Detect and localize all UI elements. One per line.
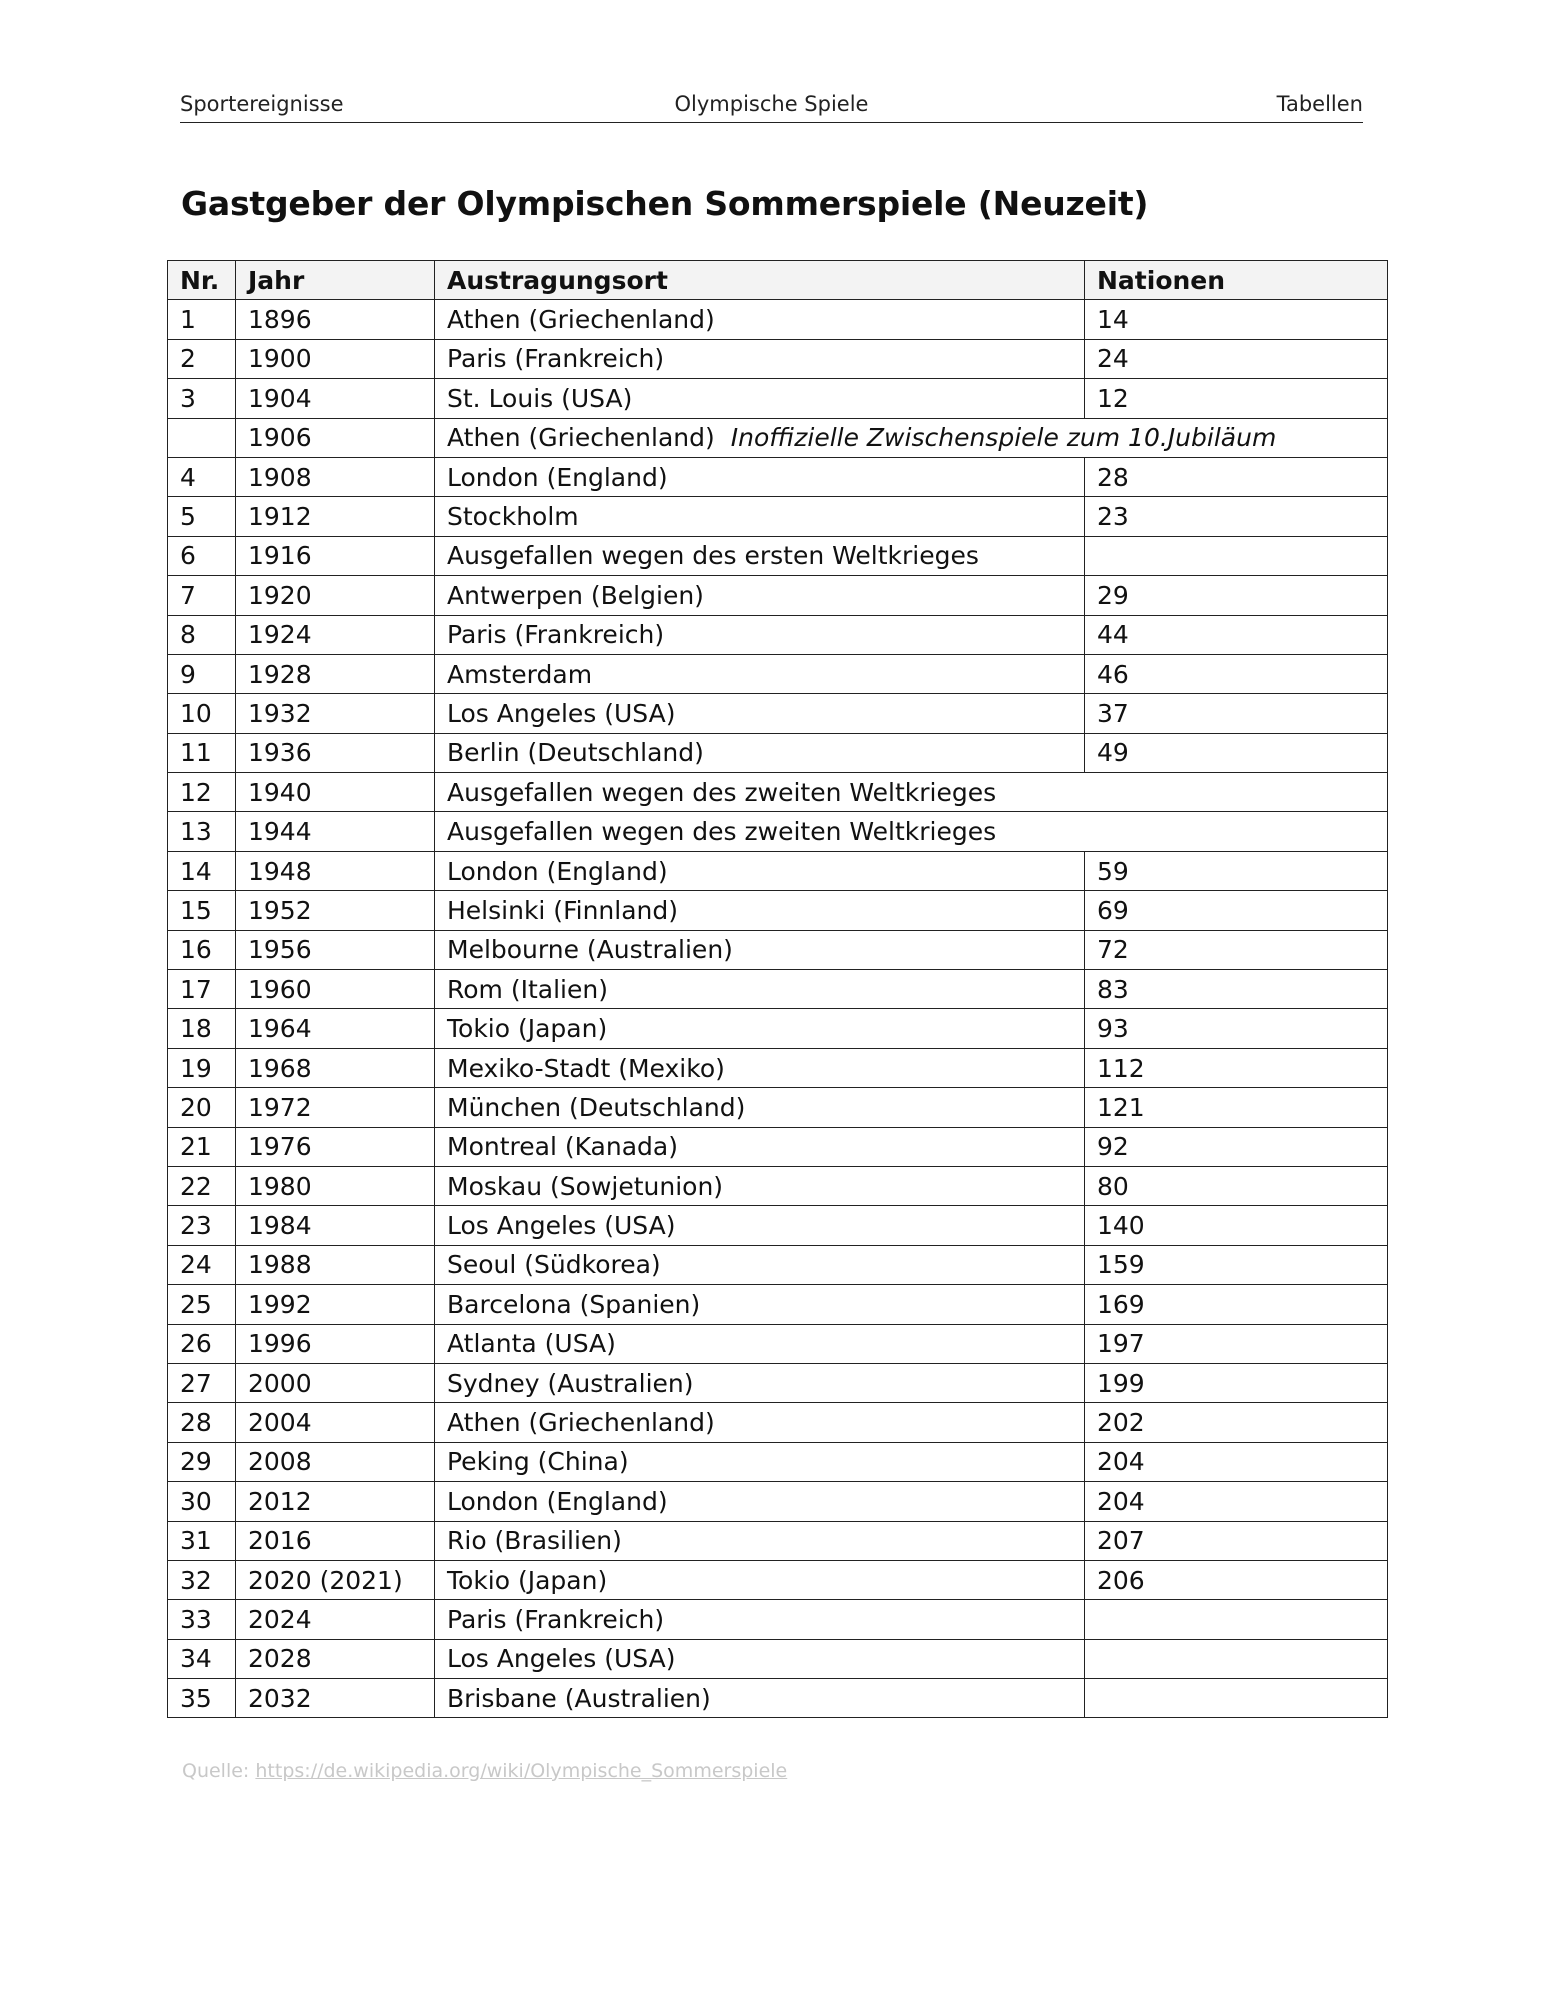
column-header-jahr: Jahr <box>236 261 435 300</box>
table-row <box>168 418 1388 457</box>
cell-nationen: 207 <box>1085 1521 1388 1560</box>
cell-jahr: 2000 <box>236 1363 435 1402</box>
cell-ort: Seoul (Südkorea) <box>435 1245 1085 1284</box>
cell-nr: 8 <box>168 615 236 654</box>
cell-nationen: 197 <box>1085 1324 1388 1363</box>
table-row <box>168 1285 1388 1324</box>
cell-ort <box>435 418 1388 457</box>
cell-jahr: 1976 <box>236 1127 435 1166</box>
cell-jahr: 1980 <box>236 1166 435 1205</box>
cell-ort: Mexiko-Stadt (Mexiko) <box>435 1048 1085 1087</box>
cell-nr: 7 <box>168 576 236 615</box>
cell-nr: 6 <box>168 536 236 575</box>
cell-nationen: 46 <box>1085 654 1388 693</box>
table-row <box>168 615 1388 654</box>
table-row <box>168 1521 1388 1560</box>
cell-nr: 35 <box>168 1679 236 1718</box>
cell-ort: Berlin (Deutschland) <box>435 733 1085 772</box>
cell-jahr: 1992 <box>236 1285 435 1324</box>
cell-nr: 27 <box>168 1363 236 1402</box>
cell-ort: Antwerpen (Belgien) <box>435 576 1085 615</box>
table-row <box>168 1206 1388 1245</box>
table-row <box>168 1639 1388 1678</box>
table-row <box>168 497 1388 536</box>
table-row <box>168 1009 1388 1048</box>
header-center: Olympische Spiele <box>674 92 869 116</box>
cell-ort: London (England) <box>435 457 1085 496</box>
cell-jahr: 1924 <box>236 615 435 654</box>
cell-nr: 34 <box>168 1639 236 1678</box>
cell-nationen: 29 <box>1085 576 1388 615</box>
cell-jahr: 1920 <box>236 576 435 615</box>
cell-nationen: 28 <box>1085 457 1388 496</box>
cell-nr: 33 <box>168 1600 236 1639</box>
table-row <box>168 733 1388 772</box>
cell-jahr: 1996 <box>236 1324 435 1363</box>
cell-nr: 1 <box>168 300 236 339</box>
table-row <box>168 1166 1388 1205</box>
cell-ort: Brisbane (Australien) <box>435 1679 1085 1718</box>
cell-nationen: 202 <box>1085 1403 1388 1442</box>
table-row <box>168 1560 1388 1599</box>
cell-nr: 10 <box>168 694 236 733</box>
cell-jahr: 1912 <box>236 497 435 536</box>
cell-ort: Atlanta (USA) <box>435 1324 1085 1363</box>
table-row <box>168 457 1388 496</box>
cell-jahr: 1916 <box>236 536 435 575</box>
cell-nationen: 80 <box>1085 1166 1388 1205</box>
cell-nr: 23 <box>168 1206 236 1245</box>
cell-nr: 22 <box>168 1166 236 1205</box>
cell-nr: 15 <box>168 891 236 930</box>
cell-ort: Athen (Griechenland) <box>435 1403 1085 1442</box>
cell-ort: Sydney (Australien) <box>435 1363 1085 1402</box>
cell-jahr: 2032 <box>236 1679 435 1718</box>
cell-jahr: 2012 <box>236 1482 435 1521</box>
cell-nr: 18 <box>168 1009 236 1048</box>
cell-nr: 12 <box>168 773 236 812</box>
page-title: Gastgeber der Olympischen Sommerspiele (Neuzeit) <box>181 184 1149 223</box>
cell-jahr: 1896 <box>236 300 435 339</box>
cell-nationen: 24 <box>1085 339 1388 378</box>
cell-nr: 28 <box>168 1403 236 1442</box>
table-row <box>168 536 1388 575</box>
cell-ort-text: Ausgefallen wegen des zweiten Weltkrieges <box>447 777 997 807</box>
cell-jahr: 1964 <box>236 1009 435 1048</box>
cell-jahr: 1940 <box>236 773 435 812</box>
cell-jahr: 1948 <box>236 851 435 890</box>
cell-nr: 9 <box>168 654 236 693</box>
cell-nationen: 92 <box>1085 1127 1388 1166</box>
cell-nr: 31 <box>168 1521 236 1560</box>
cell-nationen: 59 <box>1085 851 1388 890</box>
cell-nationen: 49 <box>1085 733 1388 772</box>
cell-ort: Barcelona (Spanien) <box>435 1285 1085 1324</box>
cell-ort-text: Ausgefallen wegen des zweiten Weltkrieges <box>447 817 997 847</box>
cell-nr: 19 <box>168 1048 236 1087</box>
cell-nr: 29 <box>168 1442 236 1481</box>
cell-jahr: 2016 <box>236 1521 435 1560</box>
cell-nationen <box>1085 1639 1388 1678</box>
cell-nationen: 72 <box>1085 930 1388 969</box>
cell-nationen: 204 <box>1085 1482 1388 1521</box>
cell-jahr: 1936 <box>236 733 435 772</box>
cell-nr: 14 <box>168 851 236 890</box>
cell-nationen: 83 <box>1085 970 1388 1009</box>
hosts-table <box>167 260 1388 1718</box>
cell-ort: Rio (Brasilien) <box>435 1521 1085 1560</box>
source-link[interactable]: https://de.wikipedia.org/wiki/Olympische_Sommerspiele <box>255 1760 788 1782</box>
cell-ort: St. Louis (USA) <box>435 379 1085 418</box>
cell-ort: Los Angeles (USA) <box>435 1639 1085 1678</box>
cell-nr: 24 <box>168 1245 236 1284</box>
cell-nr <box>168 418 236 457</box>
table-row <box>168 339 1388 378</box>
table-row <box>168 1482 1388 1521</box>
table-row <box>168 1403 1388 1442</box>
column-header-nr: Nr. <box>168 261 236 300</box>
table-row <box>168 891 1388 930</box>
cell-nationen <box>1085 1600 1388 1639</box>
cell-nr: 2 <box>168 339 236 378</box>
cell-ort: Tokio (Japan) <box>435 1560 1085 1599</box>
table-row <box>168 1679 1388 1718</box>
cell-nr: 25 <box>168 1285 236 1324</box>
table-row <box>168 379 1388 418</box>
table-row <box>168 1127 1388 1166</box>
cell-nationen: 12 <box>1085 379 1388 418</box>
column-header-nationen: Nationen <box>1085 261 1388 300</box>
table-row <box>168 812 1388 851</box>
table-row <box>168 1245 1388 1284</box>
cell-jahr: 2028 <box>236 1639 435 1678</box>
cell-ort: Rom (Italien) <box>435 970 1085 1009</box>
table-row <box>168 1442 1388 1481</box>
cell-ort <box>435 812 1388 851</box>
cell-ort: Stockholm <box>435 497 1085 536</box>
cell-ort: Melbourne (Australien) <box>435 930 1085 969</box>
cell-ort-text: Athen (Griechenland) <box>447 423 715 453</box>
table-row <box>168 1324 1388 1363</box>
cell-jahr: 1988 <box>236 1245 435 1284</box>
cell-jahr: 1932 <box>236 694 435 733</box>
cell-ort: Athen (Griechenland) <box>435 300 1085 339</box>
table-row <box>168 851 1388 890</box>
cell-ort: Moskau (Sowjetunion) <box>435 1166 1085 1205</box>
cell-ort: Montreal (Kanada) <box>435 1127 1085 1166</box>
cell-jahr: 1960 <box>236 970 435 1009</box>
cell-nationen: 23 <box>1085 497 1388 536</box>
cell-nationen: 93 <box>1085 1009 1388 1048</box>
header-left: Sportereignisse <box>180 92 344 116</box>
cell-jahr: 2008 <box>236 1442 435 1481</box>
cell-nr: 26 <box>168 1324 236 1363</box>
cell-nationen: 37 <box>1085 694 1388 733</box>
cell-jahr: 1956 <box>236 930 435 969</box>
cell-ort: München (Deutschland) <box>435 1088 1085 1127</box>
cell-jahr: 2004 <box>236 1403 435 1442</box>
cell-ort: Los Angeles (USA) <box>435 694 1085 733</box>
cell-nr: 4 <box>168 457 236 496</box>
cell-jahr: 1952 <box>236 891 435 930</box>
cell-nr: 5 <box>168 497 236 536</box>
cell-ort: London (England) <box>435 851 1085 890</box>
cell-nr: 3 <box>168 379 236 418</box>
table-row <box>168 576 1388 615</box>
cell-ort <box>435 773 1388 812</box>
cell-ort: London (England) <box>435 1482 1085 1521</box>
cell-ort: Los Angeles (USA) <box>435 1206 1085 1245</box>
page-header <box>180 90 1363 123</box>
cell-nr: 21 <box>168 1127 236 1166</box>
cell-nationen: 112 <box>1085 1048 1388 1087</box>
cell-ort: Tokio (Japan) <box>435 1009 1085 1048</box>
table-row <box>168 300 1388 339</box>
cell-ort: Ausgefallen wegen des ersten Weltkrieges <box>435 536 1085 575</box>
cell-ort: Peking (China) <box>435 1442 1085 1481</box>
cell-nationen <box>1085 1679 1388 1718</box>
cell-jahr: 1968 <box>236 1048 435 1087</box>
table-row <box>168 1600 1388 1639</box>
cell-ort: Amsterdam <box>435 654 1085 693</box>
table-row <box>168 654 1388 693</box>
cell-ort: Paris (Frankreich) <box>435 1600 1085 1639</box>
table-row <box>168 970 1388 1009</box>
cell-ort: Helsinki (Finnland) <box>435 891 1085 930</box>
cell-nr: 16 <box>168 930 236 969</box>
cell-note: Inoffizielle Zwischenspiele zum 10.Jubiläum <box>730 423 1277 453</box>
source-note <box>182 1760 787 1782</box>
column-header-ort: Austragungsort <box>435 261 1085 300</box>
cell-jahr: 1904 <box>236 379 435 418</box>
cell-nationen: 204 <box>1085 1442 1388 1481</box>
table-header-row <box>168 261 1388 300</box>
header-right: Tabellen <box>1276 92 1363 116</box>
cell-nationen: 69 <box>1085 891 1388 930</box>
cell-nr: 20 <box>168 1088 236 1127</box>
table-row <box>168 930 1388 969</box>
cell-jahr: 2024 <box>236 1600 435 1639</box>
cell-ort: Paris (Frankreich) <box>435 615 1085 654</box>
cell-ort: Paris (Frankreich) <box>435 339 1085 378</box>
cell-nr: 32 <box>168 1560 236 1599</box>
cell-nationen: 169 <box>1085 1285 1388 1324</box>
cell-nationen: 44 <box>1085 615 1388 654</box>
cell-jahr: 1984 <box>236 1206 435 1245</box>
cell-nr: 11 <box>168 733 236 772</box>
cell-nr: 30 <box>168 1482 236 1521</box>
table-row <box>168 1088 1388 1127</box>
cell-nationen: 159 <box>1085 1245 1388 1284</box>
cell-nationen <box>1085 536 1388 575</box>
cell-jahr: 1908 <box>236 457 435 496</box>
cell-nr: 17 <box>168 970 236 1009</box>
cell-jahr: 1906 <box>236 418 435 457</box>
cell-nationen: 199 <box>1085 1363 1388 1402</box>
table-row <box>168 1048 1388 1087</box>
table-row <box>168 773 1388 812</box>
table-body <box>168 300 1388 1718</box>
table-row <box>168 694 1388 733</box>
table-row <box>168 1363 1388 1402</box>
cell-jahr: 1972 <box>236 1088 435 1127</box>
source-label: Quelle: <box>182 1760 250 1782</box>
cell-nr: 13 <box>168 812 236 851</box>
cell-nationen: 14 <box>1085 300 1388 339</box>
cell-jahr: 2020 (2021) <box>236 1560 435 1599</box>
cell-jahr: 1928 <box>236 654 435 693</box>
cell-jahr: 1900 <box>236 339 435 378</box>
cell-nationen: 140 <box>1085 1206 1388 1245</box>
cell-jahr: 1944 <box>236 812 435 851</box>
cell-nationen: 206 <box>1085 1560 1388 1599</box>
cell-nationen: 121 <box>1085 1088 1388 1127</box>
